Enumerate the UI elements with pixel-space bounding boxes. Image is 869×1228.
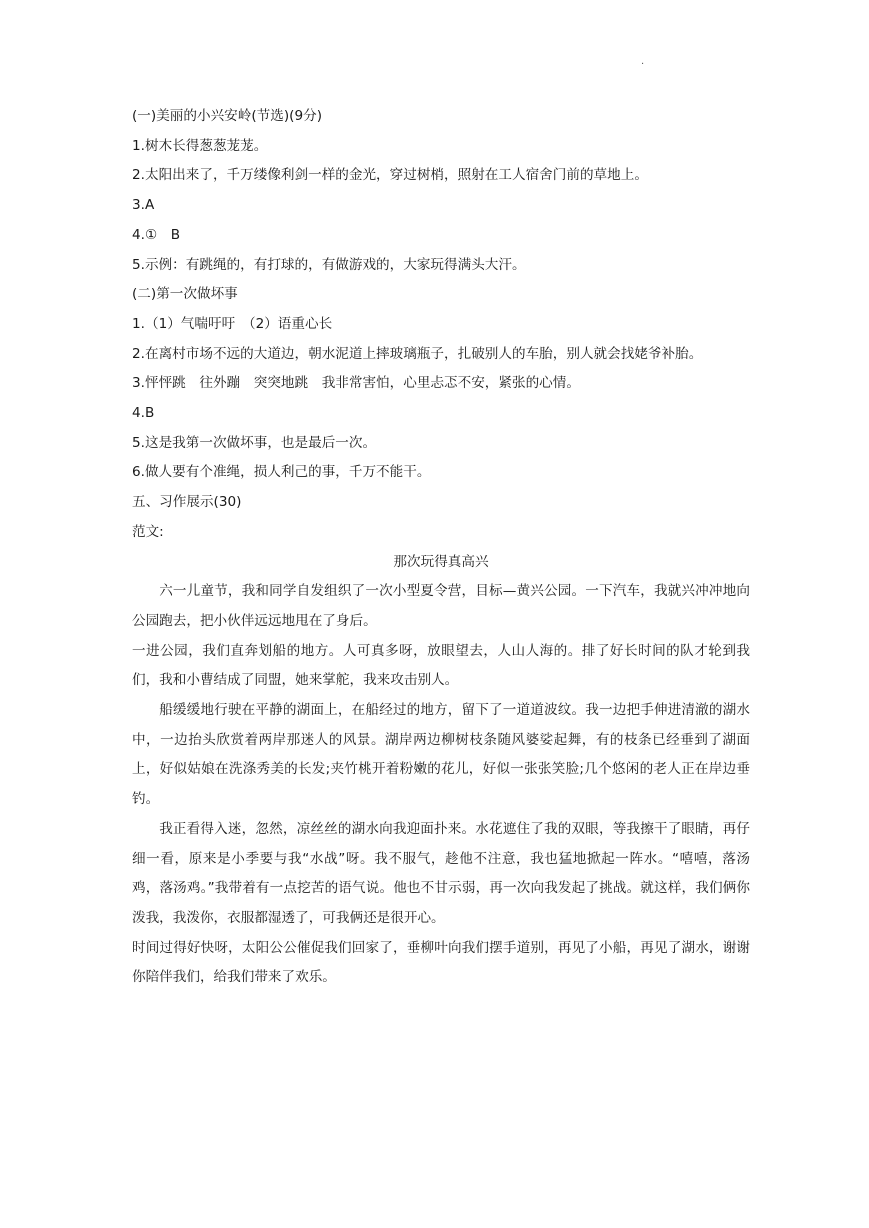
- essay-paragraph-4: 我正看得入迷，忽然，凉丝丝的湖水向我迎面扑来。水花遮住了我的双眼，等我擦干了眼睛，再仔细一看，原来是小季要与我“水战”呀。我不服气，趁他不注意，我也猛地掀起一阵水。“嘻嘻，落汤鸡，落汤鸡。”我带着有一点挖苦的语气说。他也不甘示弱，再一次向我发起了挑战。就这样，我们俩你泼我，我泼你，衣服都湿透了，可我俩还是很开心。: [132, 820, 750, 926]
- section1-answer-2: 2.太阳出来了，千万缕像利剑一样的金光，穿过树梢，照射在工人宿舍门前的草地上。: [132, 167, 648, 184]
- sample-essay-label: 范文:: [132, 523, 164, 540]
- section2-answer-2: 2.在离村市场不远的大道边，朝水泥道上摔玻璃瓶子，扎破别人的车胎，别人就会找姥爷补胎。: [132, 345, 703, 362]
- section1-answer-3: 3.A: [132, 197, 155, 214]
- essay-title: 那次玩得真高兴: [393, 553, 489, 570]
- page-marker: .: [641, 56, 645, 67]
- section5-heading: 五、习作展示(30): [132, 494, 242, 511]
- section2-answer-4: 4.B: [132, 405, 155, 422]
- essay-paragraph-1: 六一儿童节，我和同学自发组织了一次小型夏令营，目标—黄兴公园。一下汽车，我就兴冲冲地向公园跑去，把小伙伴远远地甩在了身后。: [132, 583, 750, 629]
- section2-answer-3: 3.怦怦跳 往外蹦 突突地跳 我非常害怕，心里忐忑不安，紧张的心情。: [132, 375, 580, 392]
- essay-paragraph-5: 时间过得好快呀，太阳公公催促我们回家了，垂柳叶向我们摆手道别，再见了小船，再见了湖水，谢谢你陪伴我们，给我们带来了欢乐。: [132, 939, 750, 986]
- section2-answer-1: 1.（1）气喘吁吁 （2）语重心长: [132, 315, 333, 332]
- section2-answer-6: 6.做人要有个准绳，损人利己的事，千万不能干。: [132, 464, 431, 481]
- essay-paragraph-2: 一进公园，我们直奔划船的地方。人可真多呀，放眼望去，人山人海的。排了好长时间的队才轮到我们，我和小曹结成了同盟，她来掌舵，我来攻击别人。: [132, 642, 750, 689]
- section1-heading: (一)美丽的小兴安岭(节选)(9分): [132, 108, 322, 124]
- section1-answer-1: 1.树木长得葱葱茏茏。: [132, 137, 268, 154]
- essay-paragraph-3: 船缓缓地行驶在平静的湖面上，在船经过的地方，留下了一道道波纹。我一边把手伸进清澈的湖水中，一边抬头欣赏着两岸那迷人的风景。湖岸两边柳树枝条随风婆娑起舞，有的枝条已经垂到了湖面上，好似姑娘在洗涤秀美的长发;夹竹桃开着粉嫩的花儿，好似一张张笑脸;几个悠闲的老人正在岸边垂钓。: [132, 702, 750, 808]
- section2-answer-5: 5.这是我第一次做坏事，也是最后一次。: [132, 434, 377, 451]
- section2-heading: (二)第一次做坏事: [132, 286, 238, 303]
- section1-answer-5: 5.示例：有跳绳的，有打球的，有做游戏的，大家玩得满头大汗。: [132, 256, 526, 273]
- section1-answer-4: 4.① B: [132, 226, 181, 243]
- answer-content: [132, 102, 750, 993]
